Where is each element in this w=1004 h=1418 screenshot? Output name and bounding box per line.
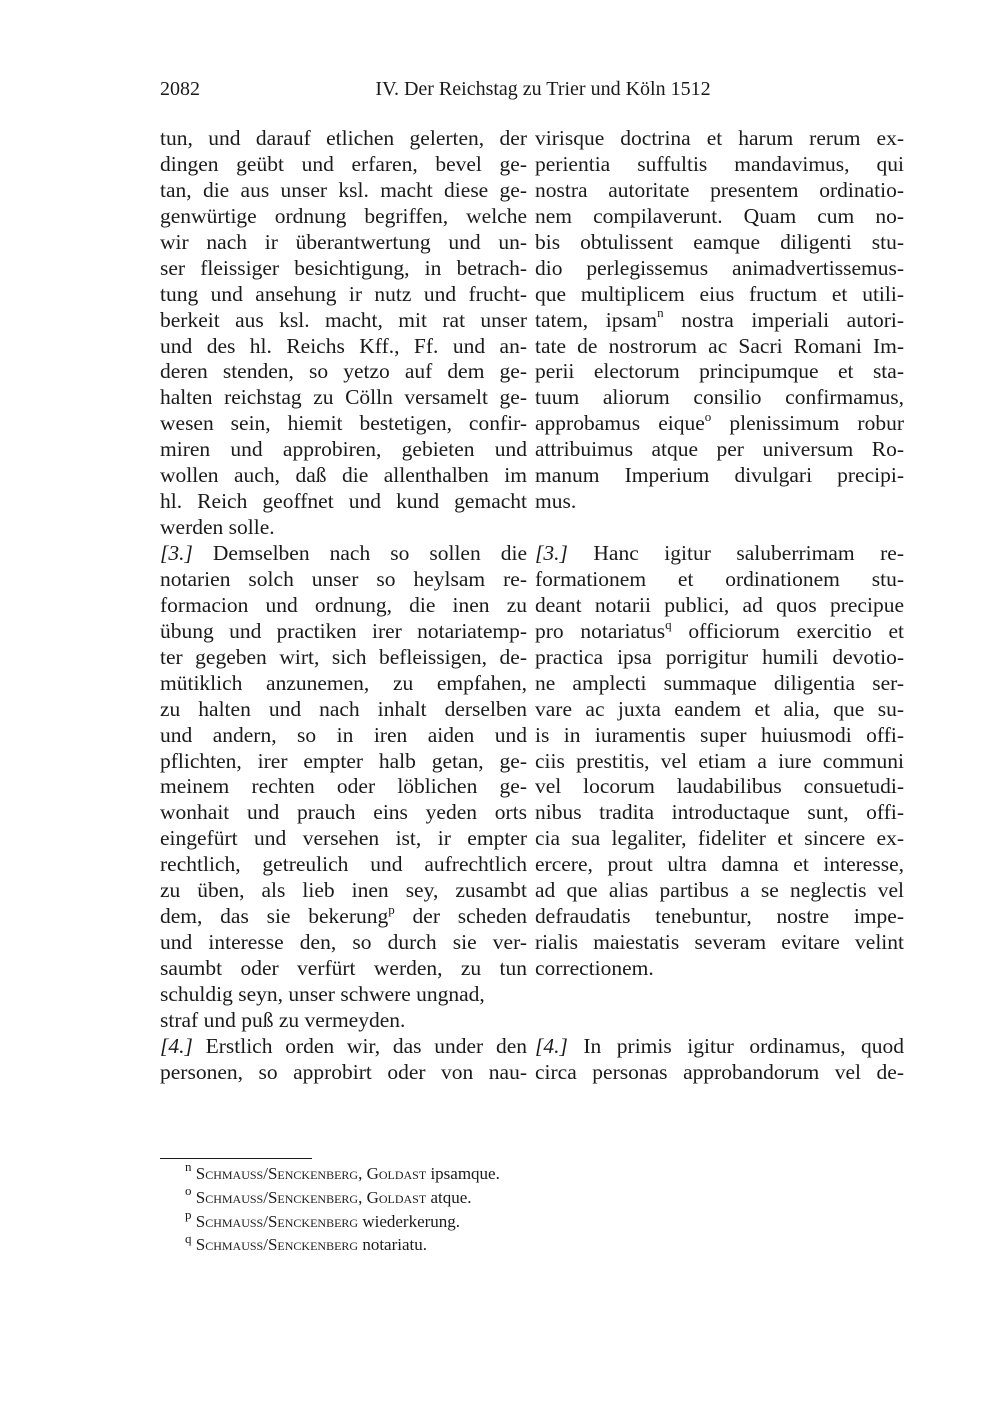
text-line	[160, 749, 527, 775]
text-line	[535, 904, 904, 930]
text-line	[535, 852, 904, 878]
text-line	[160, 982, 527, 1008]
footnote-mark: q	[185, 1230, 192, 1246]
footnote	[185, 1183, 500, 1210]
line-text: correctionem.	[535, 956, 654, 980]
line-text: virisque doctrina et harum rerum ex-	[535, 126, 904, 150]
line-text: wonhait und prauch eins yeden orts	[160, 800, 527, 825]
text-line	[160, 437, 527, 463]
text-line	[160, 800, 527, 826]
line-text: approbamus eique	[535, 411, 705, 436]
line-text: nibus tradita introductaque sunt, offi-	[535, 800, 904, 825]
text-line	[160, 411, 527, 437]
text-line	[535, 930, 904, 956]
text-line	[160, 126, 527, 152]
line-text: manum Imperium divulgari precipi-	[535, 463, 904, 488]
footnote	[185, 1206, 500, 1234]
text-line	[535, 826, 904, 852]
text-line	[535, 463, 904, 489]
german-text-column	[160, 126, 527, 1086]
line-text: saumbt oder verfürt werden, zu tun	[160, 956, 527, 980]
text-line	[160, 697, 527, 723]
line-text: personen, so approbirt oder von nau-	[160, 1059, 527, 1084]
line-text: zu halten und nach inhalt derselben	[160, 696, 527, 721]
footnote-mark: p	[185, 1206, 192, 1222]
footnote-text: notariatu.	[358, 1235, 427, 1255]
text-line	[160, 515, 527, 541]
line-text: cia sua legaliter, fideliter et sincere ex-	[535, 826, 904, 851]
text-line	[535, 800, 904, 826]
text-line	[160, 671, 527, 697]
line-text: straf und puß zu vermeyden.	[160, 1007, 406, 1032]
line-text-continued: nostra imperiali autori-	[663, 307, 904, 332]
text-line	[160, 359, 527, 385]
text-line	[535, 359, 904, 385]
text-line	[535, 749, 904, 775]
text-line	[535, 878, 904, 904]
text-line	[160, 256, 527, 282]
latin-text-column	[535, 126, 904, 1086]
line-text: tatem, ipsam	[535, 307, 658, 332]
text-line	[160, 593, 527, 619]
text-line	[535, 126, 904, 152]
text-line	[535, 256, 904, 282]
line-text: ser fleissiger besichtigung, in betrach-	[160, 255, 527, 280]
text-line	[160, 826, 527, 852]
text-line	[535, 204, 904, 230]
line-text-continued: officiorum exercitio et	[671, 618, 904, 643]
text-line	[535, 489, 904, 515]
text-line	[160, 930, 527, 956]
line-text: notarien solch unser so heylsam re-	[160, 566, 527, 591]
line-text: perientia suffultis mandavimus, qui	[535, 151, 904, 176]
line-text: ercere, prout ultra damna et interesse,	[535, 852, 904, 877]
line-text: perii electorum principumque et sta-	[535, 359, 904, 384]
text-line	[535, 152, 904, 178]
text-line	[535, 178, 904, 204]
line-text: Hanc igitur saluberrimam re-	[567, 541, 904, 565]
line-text: wesen sein, hiemit bestetigen, confir-	[160, 411, 527, 436]
line-text: ne amplecti summaque diligentia ser-	[535, 670, 904, 695]
line-text: is in iuramentis super huiusmodi offi-	[535, 722, 904, 747]
text-line	[160, 645, 527, 671]
line-text: wollen auch, daß die allenthalben im	[160, 463, 527, 488]
text-line	[535, 593, 904, 619]
line-text: practica ipsa porrigitur humili devotio-	[535, 644, 904, 669]
text-line	[535, 645, 904, 671]
text-line	[535, 1060, 904, 1086]
line-text: mus.	[535, 489, 577, 514]
footnote-marker: n	[657, 305, 664, 321]
section-number: [4.]	[535, 1033, 568, 1058]
footnote	[185, 1159, 500, 1186]
line-text: attribuimus atque per universum Ro-	[535, 437, 904, 462]
line-text-continued: plenissimum robur	[711, 411, 904, 436]
text-line	[160, 489, 527, 515]
line-text: wir nach ir überantwertung und un-	[160, 229, 527, 254]
text-line	[160, 901, 527, 930]
footnote	[185, 1230, 500, 1257]
page-number: 2082	[160, 78, 200, 100]
line-text: nem compilaverunt. Quam cum no-	[535, 203, 904, 228]
footnote-source: Schmauss/Senckenberg, Goldast	[195, 1187, 427, 1207]
text-line	[160, 308, 527, 334]
running-title: IV. Der Reichstag zu Trier und Köln 1512	[375, 78, 711, 100]
text-line	[160, 1060, 527, 1086]
footnote-marker: q	[665, 616, 672, 632]
text-line	[160, 541, 527, 567]
footnote-text: atque.	[426, 1187, 472, 1207]
page-header	[160, 78, 902, 108]
text-line	[160, 1034, 527, 1060]
text-line	[160, 852, 527, 878]
text-line	[160, 956, 527, 982]
footnote-mark: o	[185, 1183, 192, 1199]
text-line	[535, 774, 904, 800]
line-text: dem, das sie bekerung	[160, 904, 389, 929]
line-text: rialis maiestatis severam evitare velint	[535, 930, 904, 955]
line-text: vel locorum laudabilibus consuetudi-	[535, 774, 904, 799]
line-text: zu üben, als lieb inen sey, zusambt	[160, 878, 527, 903]
line-text: meinem rechten oder löblichen ge-	[160, 774, 527, 799]
text-line	[535, 956, 904, 982]
line-text: pflichten, irer empter halb getan, ge-	[160, 748, 527, 773]
text-line	[160, 204, 527, 230]
line-text: deant notarii publici, ad quos precipue	[535, 592, 904, 617]
line-text: berkeit aus ksl. macht, mit rat unser	[160, 307, 527, 332]
text-line	[160, 723, 527, 749]
line-text: formationem et ordinationem stu-	[535, 566, 904, 591]
line-text: dio perlegissemus animadvertissemus-	[535, 255, 904, 280]
text-line	[535, 305, 904, 334]
line-text: tun, und darauf etlichen gelerten, der	[160, 126, 527, 150]
text-line	[160, 774, 527, 800]
text-line	[160, 385, 527, 411]
text-line	[160, 463, 527, 489]
footnote-text: ipsamque.	[426, 1164, 500, 1183]
text-line	[160, 282, 527, 308]
line-text: und des hl. Reichs Kff., Ff. und an-	[160, 333, 527, 358]
line-text: que multiplicem eius fructum et utili-	[535, 281, 904, 306]
line-text: übung und practiken irer notariatemp-	[160, 618, 527, 643]
line-text: dingen geübt und erfaren, bevel ge-	[160, 151, 527, 176]
text-line	[535, 282, 904, 308]
line-text: vare ac juxta eandem et alia, que su-	[535, 696, 904, 721]
line-text: tate de nostrorum ac Sacri Romani Im-	[535, 333, 904, 358]
line-text: ciis prestitis, vel etiam a iure communi	[535, 748, 904, 773]
text-line	[535, 541, 904, 567]
line-text: ad que alias partibus a se neglectis vel	[535, 878, 904, 903]
footnote-source: Schmauss/Senckenberg	[195, 1235, 359, 1255]
line-text: pro notariatus	[535, 618, 666, 643]
line-text: nostra autoritate presentem ordinatio-	[535, 177, 904, 202]
line-text: In primis igitur ordinamus, quod	[567, 1033, 904, 1058]
footnote-marker: p	[388, 901, 395, 917]
text-line	[535, 616, 904, 645]
footnote-marker: o	[704, 409, 712, 425]
line-text: miren und approbiren, gebieten und	[160, 437, 527, 462]
text-line	[160, 878, 527, 904]
line-text: schuldig seyn, unser schwere ungnad,	[160, 981, 485, 1006]
line-text: bis obtulissent eamque diligenti stu-	[535, 229, 904, 254]
line-text: rechtlich, getreulich und aufrechtlich	[160, 852, 527, 877]
text-line	[160, 178, 527, 204]
text-line	[535, 334, 904, 360]
line-text: defraudatis tenebuntur, nostre impe-	[535, 904, 904, 929]
section-number: [3.]	[535, 541, 568, 565]
text-line	[535, 697, 904, 723]
line-text: eingefürt und versehen ist, ir empter	[160, 826, 527, 851]
line-text-continued: der scheden	[394, 904, 527, 929]
text-line	[535, 671, 904, 697]
text-line	[535, 411, 904, 437]
line-text: werden solle.	[160, 515, 275, 540]
footnote-text: wiederkerung.	[358, 1211, 461, 1231]
footnote-rule	[160, 1158, 312, 1159]
footnote-source: Schmauss/Senckenberg	[195, 1211, 359, 1231]
line-text: mütiklich anzunemen, zu empfahen,	[160, 670, 527, 695]
line-text: Erstlich orden wir, das under den	[192, 1033, 527, 1058]
line-text: deren stenden, so yetzo auf dem ge-	[160, 359, 527, 384]
text-line	[535, 723, 904, 749]
line-text: halten reichstag zu Cölln versamelt ge-	[160, 385, 527, 410]
footnotes	[185, 1159, 500, 1257]
line-text: ter gegeben wirt, sich befleissigen, de-	[160, 644, 527, 669]
footnote-mark: n	[185, 1159, 192, 1175]
line-text: hl. Reich geoffnet und kund gemacht	[160, 489, 527, 514]
line-text: genwürtige ordnung begriffen, welche	[160, 203, 527, 228]
text-line	[535, 567, 904, 593]
footnote-source: Schmauss/Senckenberg, Goldast	[195, 1164, 427, 1183]
text-line	[160, 567, 527, 593]
line-text: tan, die aus unser ksl. macht diese ge-	[160, 177, 527, 202]
line-text: Demselben nach so sollen die	[192, 541, 527, 565]
text-line	[535, 437, 904, 463]
text-line	[160, 334, 527, 360]
section-number: [3.]	[160, 541, 193, 565]
text-line	[535, 1034, 904, 1060]
section-number: [4.]	[160, 1033, 193, 1058]
line-text: und andern, so in iren aiden und	[160, 722, 527, 747]
line-text: und interesse den, so durch sie ver-	[160, 930, 527, 955]
text-line	[160, 1008, 527, 1034]
text-line	[160, 152, 527, 178]
text-line	[160, 230, 527, 256]
text-line	[535, 385, 904, 411]
line-text: formacion und ordnung, die inen zu	[160, 592, 527, 617]
line-text: circa personas approbandorum vel de-	[535, 1059, 904, 1084]
line-text: tuum aliorum consilio confirmamus,	[535, 385, 904, 410]
line-text: tung und ansehung ir nutz und frucht-	[160, 281, 527, 306]
text-line	[535, 230, 904, 256]
text-line	[160, 619, 527, 645]
